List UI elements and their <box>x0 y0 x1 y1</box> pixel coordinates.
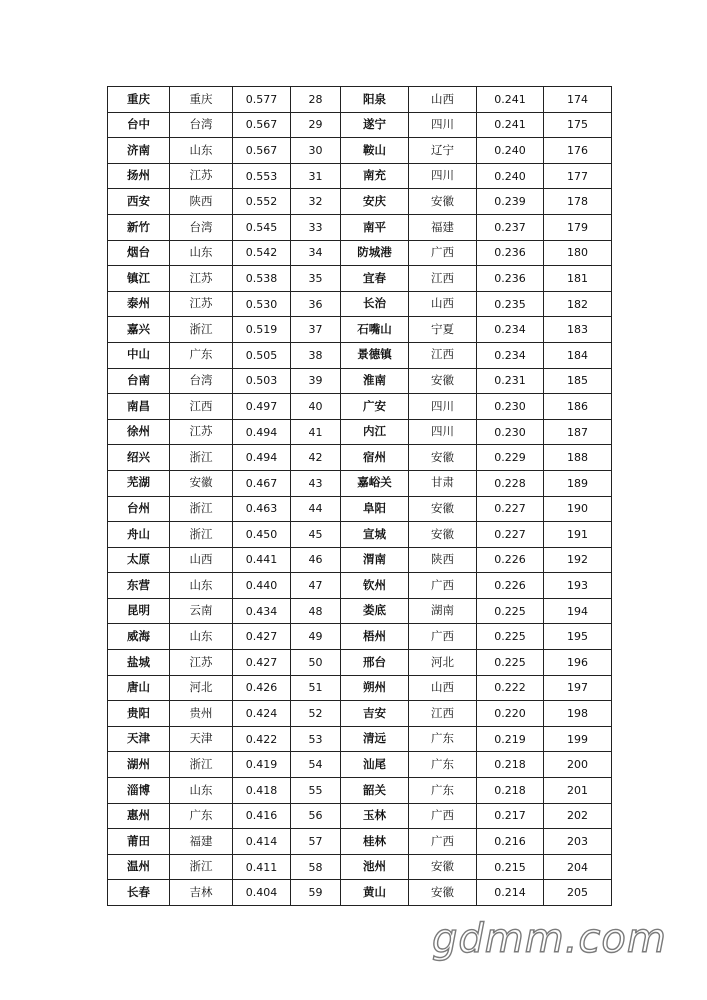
right-score-cell: 0.227 <box>477 522 544 548</box>
left-province-cell: 浙江 <box>170 522 233 548</box>
left-province-cell: 浙江 <box>170 496 233 522</box>
right-rank-cell: 185 <box>544 368 612 394</box>
left-province-cell: 山西 <box>170 547 233 573</box>
left-rank-cell: 50 <box>291 650 341 676</box>
right-score-cell: 0.234 <box>477 342 544 368</box>
right-score-cell: 0.237 <box>477 214 544 240</box>
right-province-cell: 湖南 <box>409 598 477 624</box>
city-ranking-table <box>107 86 612 906</box>
right-province-cell: 四川 <box>409 419 477 445</box>
right-rank-cell: 179 <box>544 214 612 240</box>
right-province-cell: 广东 <box>409 726 477 752</box>
left-rank-cell: 37 <box>291 317 341 343</box>
right-rank-cell: 199 <box>544 726 612 752</box>
right-province-cell: 甘肃 <box>409 470 477 496</box>
right-province-cell: 江西 <box>409 266 477 292</box>
right-score-cell: 0.226 <box>477 547 544 573</box>
right-province-cell: 安徽 <box>409 368 477 394</box>
right-score-cell: 0.241 <box>477 112 544 138</box>
left-province-cell: 云南 <box>170 598 233 624</box>
left-rank-cell: 55 <box>291 778 341 804</box>
left-rank-cell: 45 <box>291 522 341 548</box>
table-row <box>108 112 612 138</box>
right-rank-cell: 175 <box>544 112 612 138</box>
left-rank-cell: 47 <box>291 573 341 599</box>
right-province-cell: 辽宁 <box>409 138 477 164</box>
left-province-cell: 江西 <box>170 394 233 420</box>
right-city-cell: 淮南 <box>341 368 409 394</box>
left-rank-cell: 33 <box>291 214 341 240</box>
left-province-cell: 浙江 <box>170 854 233 880</box>
left-province-cell: 浙江 <box>170 317 233 343</box>
table-row <box>108 701 612 727</box>
left-province-cell: 江苏 <box>170 266 233 292</box>
left-province-cell: 天津 <box>170 726 233 752</box>
left-rank-cell: 32 <box>291 189 341 215</box>
left-province-cell: 江苏 <box>170 419 233 445</box>
left-province-cell: 山东 <box>170 240 233 266</box>
right-city-cell: 鞍山 <box>341 138 409 164</box>
left-rank-cell: 31 <box>291 163 341 189</box>
left-city-cell: 盐城 <box>108 650 170 676</box>
right-rank-cell: 195 <box>544 624 612 650</box>
left-score-cell: 0.450 <box>233 522 291 548</box>
right-city-cell: 阳泉 <box>341 87 409 113</box>
left-score-cell: 0.424 <box>233 701 291 727</box>
left-city-cell: 新竹 <box>108 214 170 240</box>
left-score-cell: 0.567 <box>233 138 291 164</box>
right-city-cell: 渭南 <box>341 547 409 573</box>
right-rank-cell: 180 <box>544 240 612 266</box>
right-province-cell: 广西 <box>409 573 477 599</box>
right-city-cell: 黄山 <box>341 880 409 906</box>
right-city-cell: 邢台 <box>341 650 409 676</box>
right-rank-cell: 191 <box>544 522 612 548</box>
table-row <box>108 470 612 496</box>
table-row <box>108 189 612 215</box>
right-province-cell: 广东 <box>409 752 477 778</box>
right-city-cell: 吉安 <box>341 701 409 727</box>
right-score-cell: 0.231 <box>477 368 544 394</box>
right-city-cell: 嘉峪关 <box>341 470 409 496</box>
right-province-cell: 广西 <box>409 240 477 266</box>
table-row <box>108 214 612 240</box>
left-province-cell: 福建 <box>170 829 233 855</box>
right-rank-cell: 202 <box>544 803 612 829</box>
table-row <box>108 291 612 317</box>
right-province-cell: 广西 <box>409 829 477 855</box>
right-rank-cell: 184 <box>544 342 612 368</box>
left-province-cell: 台湾 <box>170 112 233 138</box>
left-city-cell: 芜湖 <box>108 470 170 496</box>
left-rank-cell: 56 <box>291 803 341 829</box>
right-city-cell: 汕尾 <box>341 752 409 778</box>
right-city-cell: 池州 <box>341 854 409 880</box>
left-score-cell: 0.567 <box>233 112 291 138</box>
left-city-cell: 东营 <box>108 573 170 599</box>
table-body <box>108 87 612 906</box>
left-city-cell: 台南 <box>108 368 170 394</box>
left-score-cell: 0.494 <box>233 419 291 445</box>
right-city-cell: 玉林 <box>341 803 409 829</box>
table-row <box>108 650 612 676</box>
table-row <box>108 854 612 880</box>
table-row <box>108 138 612 164</box>
left-rank-cell: 35 <box>291 266 341 292</box>
right-city-cell: 石嘴山 <box>341 317 409 343</box>
right-rank-cell: 181 <box>544 266 612 292</box>
left-score-cell: 0.494 <box>233 445 291 471</box>
right-city-cell: 梧州 <box>341 624 409 650</box>
left-score-cell: 0.416 <box>233 803 291 829</box>
right-city-cell: 内江 <box>341 419 409 445</box>
left-score-cell: 0.542 <box>233 240 291 266</box>
right-province-cell: 广西 <box>409 624 477 650</box>
left-province-cell: 江苏 <box>170 291 233 317</box>
left-score-cell: 0.553 <box>233 163 291 189</box>
right-province-cell: 河北 <box>409 650 477 676</box>
right-city-cell: 钦州 <box>341 573 409 599</box>
right-rank-cell: 182 <box>544 291 612 317</box>
left-city-cell: 徐州 <box>108 419 170 445</box>
left-rank-cell: 39 <box>291 368 341 394</box>
right-province-cell: 安徽 <box>409 496 477 522</box>
table-row <box>108 163 612 189</box>
right-rank-cell: 192 <box>544 547 612 573</box>
left-province-cell: 山东 <box>170 138 233 164</box>
right-score-cell: 0.219 <box>477 726 544 752</box>
right-city-cell: 景德镇 <box>341 342 409 368</box>
left-score-cell: 0.422 <box>233 726 291 752</box>
left-province-cell: 安徽 <box>170 470 233 496</box>
left-rank-cell: 28 <box>291 87 341 113</box>
table-row <box>108 752 612 778</box>
right-city-cell: 广安 <box>341 394 409 420</box>
right-rank-cell: 203 <box>544 829 612 855</box>
right-score-cell: 0.225 <box>477 624 544 650</box>
right-province-cell: 江西 <box>409 701 477 727</box>
left-city-cell: 温州 <box>108 854 170 880</box>
right-city-cell: 桂林 <box>341 829 409 855</box>
table-row <box>108 445 612 471</box>
table-row <box>108 624 612 650</box>
right-city-cell: 娄底 <box>341 598 409 624</box>
right-rank-cell: 178 <box>544 189 612 215</box>
left-city-cell: 昆明 <box>108 598 170 624</box>
right-city-cell: 阜阳 <box>341 496 409 522</box>
right-city-cell: 南平 <box>341 214 409 240</box>
table-row <box>108 394 612 420</box>
left-score-cell: 0.545 <box>233 214 291 240</box>
left-rank-cell: 40 <box>291 394 341 420</box>
right-province-cell: 四川 <box>409 112 477 138</box>
right-city-cell: 宿州 <box>341 445 409 471</box>
right-score-cell: 0.218 <box>477 752 544 778</box>
right-city-cell: 长治 <box>341 291 409 317</box>
left-city-cell: 湖州 <box>108 752 170 778</box>
right-province-cell: 四川 <box>409 163 477 189</box>
left-score-cell: 0.427 <box>233 624 291 650</box>
right-rank-cell: 198 <box>544 701 612 727</box>
right-rank-cell: 174 <box>544 87 612 113</box>
right-score-cell: 0.240 <box>477 163 544 189</box>
right-province-cell: 安徽 <box>409 445 477 471</box>
right-rank-cell: 186 <box>544 394 612 420</box>
left-city-cell: 贵阳 <box>108 701 170 727</box>
right-rank-cell: 194 <box>544 598 612 624</box>
left-province-cell: 广东 <box>170 803 233 829</box>
table-row <box>108 547 612 573</box>
left-province-cell: 河北 <box>170 675 233 701</box>
right-score-cell: 0.236 <box>477 266 544 292</box>
left-score-cell: 0.426 <box>233 675 291 701</box>
right-rank-cell: 188 <box>544 445 612 471</box>
table-row <box>108 880 612 906</box>
left-rank-cell: 51 <box>291 675 341 701</box>
left-city-cell: 淄博 <box>108 778 170 804</box>
left-city-cell: 威海 <box>108 624 170 650</box>
left-score-cell: 0.427 <box>233 650 291 676</box>
table-row <box>108 240 612 266</box>
table-row <box>108 675 612 701</box>
right-city-cell: 宣城 <box>341 522 409 548</box>
right-score-cell: 0.240 <box>477 138 544 164</box>
right-score-cell: 0.234 <box>477 317 544 343</box>
left-score-cell: 0.577 <box>233 87 291 113</box>
right-rank-cell: 176 <box>544 138 612 164</box>
right-rank-cell: 204 <box>544 854 612 880</box>
left-score-cell: 0.441 <box>233 547 291 573</box>
right-score-cell: 0.239 <box>477 189 544 215</box>
left-province-cell: 广东 <box>170 342 233 368</box>
watermark: gdmm.com <box>432 916 667 962</box>
left-score-cell: 0.503 <box>233 368 291 394</box>
left-city-cell: 台中 <box>108 112 170 138</box>
right-rank-cell: 190 <box>544 496 612 522</box>
right-province-cell: 安徽 <box>409 880 477 906</box>
left-score-cell: 0.434 <box>233 598 291 624</box>
right-score-cell: 0.217 <box>477 803 544 829</box>
table-row <box>108 342 612 368</box>
table-row <box>108 317 612 343</box>
left-city-cell: 南昌 <box>108 394 170 420</box>
right-score-cell: 0.230 <box>477 419 544 445</box>
left-rank-cell: 52 <box>291 701 341 727</box>
right-province-cell: 陕西 <box>409 547 477 573</box>
right-score-cell: 0.215 <box>477 854 544 880</box>
right-score-cell: 0.214 <box>477 880 544 906</box>
right-city-cell: 韶关 <box>341 778 409 804</box>
right-score-cell: 0.241 <box>477 87 544 113</box>
table-row <box>108 573 612 599</box>
left-province-cell: 浙江 <box>170 445 233 471</box>
left-city-cell: 烟台 <box>108 240 170 266</box>
left-score-cell: 0.467 <box>233 470 291 496</box>
right-province-cell: 安徽 <box>409 854 477 880</box>
right-rank-cell: 205 <box>544 880 612 906</box>
left-rank-cell: 48 <box>291 598 341 624</box>
left-city-cell: 长春 <box>108 880 170 906</box>
left-score-cell: 0.463 <box>233 496 291 522</box>
right-province-cell: 山西 <box>409 291 477 317</box>
left-rank-cell: 41 <box>291 419 341 445</box>
right-rank-cell: 196 <box>544 650 612 676</box>
left-city-cell: 莆田 <box>108 829 170 855</box>
right-rank-cell: 183 <box>544 317 612 343</box>
left-score-cell: 0.530 <box>233 291 291 317</box>
table-row <box>108 496 612 522</box>
left-score-cell: 0.497 <box>233 394 291 420</box>
right-rank-cell: 197 <box>544 675 612 701</box>
right-rank-cell: 193 <box>544 573 612 599</box>
right-city-cell: 安庆 <box>341 189 409 215</box>
left-score-cell: 0.552 <box>233 189 291 215</box>
table-row <box>108 368 612 394</box>
right-province-cell: 广东 <box>409 778 477 804</box>
left-rank-cell: 44 <box>291 496 341 522</box>
right-score-cell: 0.225 <box>477 598 544 624</box>
right-rank-cell: 177 <box>544 163 612 189</box>
left-rank-cell: 59 <box>291 880 341 906</box>
left-city-cell: 绍兴 <box>108 445 170 471</box>
right-city-cell: 清远 <box>341 726 409 752</box>
right-city-cell: 防城港 <box>341 240 409 266</box>
left-rank-cell: 58 <box>291 854 341 880</box>
right-score-cell: 0.235 <box>477 291 544 317</box>
left-rank-cell: 49 <box>291 624 341 650</box>
right-city-cell: 遂宁 <box>341 112 409 138</box>
left-province-cell: 台湾 <box>170 214 233 240</box>
right-score-cell: 0.229 <box>477 445 544 471</box>
left-score-cell: 0.440 <box>233 573 291 599</box>
right-province-cell: 安徽 <box>409 522 477 548</box>
left-province-cell: 江苏 <box>170 650 233 676</box>
left-rank-cell: 34 <box>291 240 341 266</box>
table-row <box>108 522 612 548</box>
right-province-cell: 四川 <box>409 394 477 420</box>
left-province-cell: 山东 <box>170 573 233 599</box>
left-city-cell: 惠州 <box>108 803 170 829</box>
left-city-cell: 舟山 <box>108 522 170 548</box>
left-score-cell: 0.519 <box>233 317 291 343</box>
table-row <box>108 598 612 624</box>
left-rank-cell: 29 <box>291 112 341 138</box>
right-province-cell: 山西 <box>409 87 477 113</box>
left-rank-cell: 43 <box>291 470 341 496</box>
left-city-cell: 泰州 <box>108 291 170 317</box>
right-rank-cell: 200 <box>544 752 612 778</box>
left-province-cell: 重庆 <box>170 87 233 113</box>
right-score-cell: 0.226 <box>477 573 544 599</box>
right-score-cell: 0.220 <box>477 701 544 727</box>
left-rank-cell: 53 <box>291 726 341 752</box>
right-city-cell: 南充 <box>341 163 409 189</box>
right-score-cell: 0.230 <box>477 394 544 420</box>
right-score-cell: 0.236 <box>477 240 544 266</box>
right-rank-cell: 187 <box>544 419 612 445</box>
left-rank-cell: 46 <box>291 547 341 573</box>
left-province-cell: 浙江 <box>170 752 233 778</box>
right-score-cell: 0.222 <box>477 675 544 701</box>
left-city-cell: 唐山 <box>108 675 170 701</box>
right-rank-cell: 201 <box>544 778 612 804</box>
left-rank-cell: 42 <box>291 445 341 471</box>
right-score-cell: 0.216 <box>477 829 544 855</box>
left-province-cell: 台湾 <box>170 368 233 394</box>
right-province-cell: 广西 <box>409 803 477 829</box>
left-score-cell: 0.419 <box>233 752 291 778</box>
left-city-cell: 扬州 <box>108 163 170 189</box>
right-rank-cell: 189 <box>544 470 612 496</box>
left-score-cell: 0.418 <box>233 778 291 804</box>
left-city-cell: 天津 <box>108 726 170 752</box>
left-rank-cell: 36 <box>291 291 341 317</box>
table-row <box>108 829 612 855</box>
left-score-cell: 0.414 <box>233 829 291 855</box>
right-score-cell: 0.227 <box>477 496 544 522</box>
table-row <box>108 778 612 804</box>
left-province-cell: 陕西 <box>170 189 233 215</box>
right-city-cell: 朔州 <box>341 675 409 701</box>
right-score-cell: 0.228 <box>477 470 544 496</box>
table-row <box>108 87 612 113</box>
right-province-cell: 福建 <box>409 214 477 240</box>
table-row <box>108 726 612 752</box>
left-rank-cell: 38 <box>291 342 341 368</box>
left-province-cell: 山东 <box>170 778 233 804</box>
left-score-cell: 0.411 <box>233 854 291 880</box>
left-score-cell: 0.404 <box>233 880 291 906</box>
left-province-cell: 山东 <box>170 624 233 650</box>
table-row <box>108 266 612 292</box>
right-score-cell: 0.225 <box>477 650 544 676</box>
left-city-cell: 重庆 <box>108 87 170 113</box>
right-province-cell: 宁夏 <box>409 317 477 343</box>
left-rank-cell: 54 <box>291 752 341 778</box>
right-province-cell: 江西 <box>409 342 477 368</box>
left-rank-cell: 57 <box>291 829 341 855</box>
left-province-cell: 吉林 <box>170 880 233 906</box>
left-city-cell: 台州 <box>108 496 170 522</box>
right-province-cell: 山西 <box>409 675 477 701</box>
left-city-cell: 嘉兴 <box>108 317 170 343</box>
right-city-cell: 宜春 <box>341 266 409 292</box>
left-rank-cell: 30 <box>291 138 341 164</box>
left-city-cell: 中山 <box>108 342 170 368</box>
left-score-cell: 0.538 <box>233 266 291 292</box>
left-city-cell: 济南 <box>108 138 170 164</box>
left-city-cell: 西安 <box>108 189 170 215</box>
left-score-cell: 0.505 <box>233 342 291 368</box>
right-score-cell: 0.218 <box>477 778 544 804</box>
left-city-cell: 镇江 <box>108 266 170 292</box>
right-province-cell: 安徽 <box>409 189 477 215</box>
table-row <box>108 419 612 445</box>
left-province-cell: 江苏 <box>170 163 233 189</box>
table-row <box>108 803 612 829</box>
left-province-cell: 贵州 <box>170 701 233 727</box>
left-city-cell: 太原 <box>108 547 170 573</box>
